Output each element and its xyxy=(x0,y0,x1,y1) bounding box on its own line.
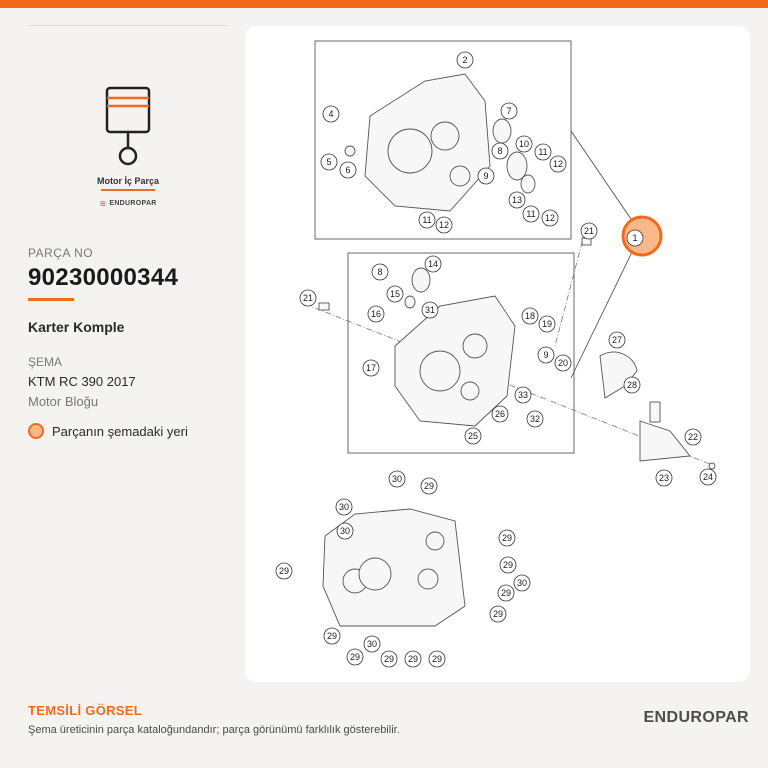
callout-label: 13 xyxy=(511,195,523,205)
callout-19 xyxy=(539,316,555,332)
callout-label: 5 xyxy=(326,157,332,167)
callout-label: 27 xyxy=(611,335,623,345)
callout-label: 28 xyxy=(626,380,638,390)
callout-label: 15 xyxy=(389,289,401,299)
callout-26 xyxy=(492,406,508,422)
schema-section: Motor Bloğu xyxy=(28,394,99,409)
footer-title: TEMSİLİ GÖRSEL xyxy=(28,703,142,718)
callout-label: 29 xyxy=(431,654,443,664)
callout-12 xyxy=(436,217,452,233)
legend-text: Parçanın şemadaki yeri xyxy=(52,423,188,439)
callout-18 xyxy=(522,308,538,324)
callout-label: 33 xyxy=(517,390,529,400)
callout-9 xyxy=(478,168,494,184)
callout-label: 8 xyxy=(497,146,503,156)
callout-label: 9 xyxy=(543,350,549,360)
callout-label: 8 xyxy=(377,267,383,277)
callout-27 xyxy=(609,332,625,348)
callout-label: 31 xyxy=(424,305,436,315)
callout-label: 6 xyxy=(345,165,351,175)
location-legend xyxy=(28,423,188,439)
footer-brand: ENDUROPAR xyxy=(643,709,749,726)
top-accent-bar xyxy=(0,0,768,8)
callout-29 xyxy=(347,649,363,665)
callout-label: 16 xyxy=(370,309,382,319)
exploded-diagram-card xyxy=(245,26,750,682)
callout-label: 30 xyxy=(366,639,378,649)
callout-13 xyxy=(509,192,525,208)
callout-label: 21 xyxy=(302,293,314,303)
callout-label: 2 xyxy=(462,55,468,65)
callout-28 xyxy=(624,377,640,393)
callout-29 xyxy=(381,651,397,667)
callout-label: 24 xyxy=(702,472,714,482)
callout-label: 30 xyxy=(339,526,351,536)
callout-label: 29 xyxy=(502,560,514,570)
callout-label: 30 xyxy=(391,474,403,484)
callout-30 xyxy=(336,499,352,515)
piston-icon xyxy=(105,86,151,166)
callout-14 xyxy=(425,256,441,272)
callout-label: 29 xyxy=(407,654,419,664)
callout-11 xyxy=(419,212,435,228)
callout-label: 29 xyxy=(500,588,512,598)
callout-label: 11 xyxy=(526,209,536,219)
part-number: 90230000344 xyxy=(28,264,179,291)
highlight-marker-icon xyxy=(28,423,44,439)
callout-label: 11 xyxy=(422,215,432,225)
callout-label: 29 xyxy=(492,609,504,619)
schema-model: KTM RC 390 2017 xyxy=(28,374,136,389)
callout-label: 29 xyxy=(326,631,338,641)
part-number-underline xyxy=(28,298,74,301)
callout-label: 29 xyxy=(349,652,361,662)
part-name: Karter Komple xyxy=(28,319,125,335)
callout-20 xyxy=(555,355,571,371)
callout-12 xyxy=(542,210,558,226)
callout-15 xyxy=(387,286,403,302)
callout-23 xyxy=(656,470,672,486)
callout-label: 18 xyxy=(524,311,536,321)
callout-29 xyxy=(490,606,506,622)
callout-29 xyxy=(499,530,515,546)
callout-29 xyxy=(498,585,514,601)
callout-29 xyxy=(421,478,437,494)
callout-label: 14 xyxy=(427,259,439,269)
callout-17 xyxy=(363,360,379,376)
callout-22 xyxy=(685,429,701,445)
callout-label: 9 xyxy=(483,171,489,181)
callout-2 xyxy=(457,52,473,68)
callout-29 xyxy=(500,557,516,573)
category-underline xyxy=(101,189,155,191)
callout-29 xyxy=(405,651,421,667)
callout-30 xyxy=(389,471,405,487)
callout-32 xyxy=(527,411,543,427)
callout-30 xyxy=(364,636,380,652)
callout-30 xyxy=(514,575,530,591)
callout-label: 10 xyxy=(518,139,530,149)
callout-12 xyxy=(550,156,566,172)
category-brand-text: ENDUROPAR xyxy=(109,200,157,207)
callout-8 xyxy=(372,264,388,280)
callout-label: 12 xyxy=(552,159,564,169)
callout-8 xyxy=(492,143,508,159)
callout-29 xyxy=(324,628,340,644)
part-number-label: PARÇA NO xyxy=(28,246,94,260)
callout-10 xyxy=(516,136,532,152)
brand-mark-icon: ≋ xyxy=(99,199,107,208)
callout-16 xyxy=(368,306,384,322)
callout-21 xyxy=(581,223,597,239)
callout-label: 29 xyxy=(278,566,290,576)
crankcase-exploded-diagram xyxy=(245,26,750,682)
callout-9 xyxy=(538,347,554,363)
callout-24 xyxy=(700,469,716,485)
footer-note: Şema üreticinin parça kataloğundandır; parça görünümü farklılık gösterebilir. xyxy=(28,724,400,736)
category-brand xyxy=(80,199,176,208)
callout-label-1: 1 xyxy=(632,233,638,243)
callout-7 xyxy=(501,103,517,119)
callout-11 xyxy=(523,206,539,222)
callout-label: 4 xyxy=(328,109,334,119)
callout-6 xyxy=(340,162,356,178)
callout-5 xyxy=(321,154,337,170)
callout-33 xyxy=(515,387,531,403)
callout-label: 29 xyxy=(383,654,395,664)
callout-label: 7 xyxy=(506,106,512,116)
callout-label: 19 xyxy=(541,319,553,329)
callout-11 xyxy=(535,144,551,160)
callout-4 xyxy=(323,106,339,122)
category-title: Motor İç Parça xyxy=(96,176,160,186)
callout-label: 29 xyxy=(501,533,513,543)
callout-label: 12 xyxy=(438,220,450,230)
callout-21 xyxy=(300,290,316,306)
callout-label: 23 xyxy=(658,473,670,483)
top-divider xyxy=(28,25,228,26)
callout-label: 30 xyxy=(516,578,528,588)
callout-label: 25 xyxy=(467,431,479,441)
callout-label: 29 xyxy=(423,481,435,491)
callout-label: 17 xyxy=(365,363,377,373)
callout-label: 20 xyxy=(557,358,569,368)
category-logo xyxy=(80,86,176,208)
callout-label: 21 xyxy=(583,226,595,236)
callout-label: 22 xyxy=(687,432,699,442)
callout-31 xyxy=(422,302,438,318)
callout-label: 30 xyxy=(338,502,350,512)
callout-29 xyxy=(429,651,445,667)
callout-label: 11 xyxy=(538,147,548,157)
callout-30 xyxy=(337,523,353,539)
callout-label: 26 xyxy=(494,409,506,419)
callout-label: 12 xyxy=(544,213,556,223)
callout-label: 32 xyxy=(529,414,541,424)
callout-25 xyxy=(465,428,481,444)
schema-label: ŞEMA xyxy=(28,355,63,369)
callout-29 xyxy=(276,563,292,579)
